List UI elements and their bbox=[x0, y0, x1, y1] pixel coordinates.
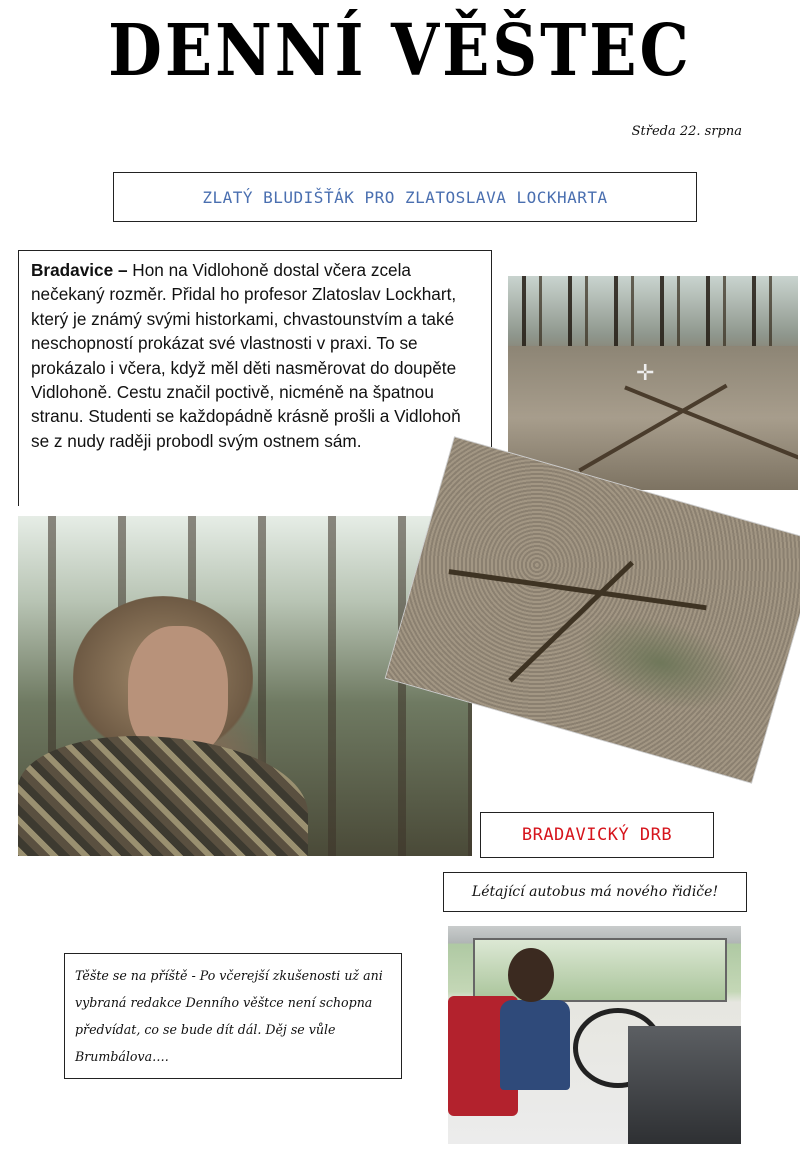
bus-headline-box bbox=[443, 872, 747, 912]
article-body: Hon na Vidlohoně dostal včera zcela nečekaný rozměr. Přidal ho profesor Zlatoslav Lockhart, který je známý svými historkami, chvastounstvím a také neschopností prokázat své vlastnosti v praxi. To se prokázalo i včera, když měl děti nasměrovat do doupěte Vidlohoně. Cestu značil poctivě, nicméně na špatnou stranu. Studenti se každopádně krásně prošli a Vidlohoň se z nudy raději probodl svým ostnem sám. bbox=[31, 260, 461, 451]
drb-section-box bbox=[480, 812, 714, 858]
next-issue-notice: Těšte se na příště - Po včerejší zkušenosti už ani vybraná redakce Denního věštce není schopna předvídat, co se bude dít dál. Děj se vůle Brumbálova…. bbox=[64, 953, 402, 1079]
selfie-coat bbox=[18, 736, 308, 856]
main-headline-box bbox=[113, 172, 697, 222]
ground-stick-1 bbox=[449, 569, 707, 610]
bus-headline: Létající autobus má nového řidiče! bbox=[471, 884, 719, 900]
bus-dashboard bbox=[628, 1026, 741, 1144]
forest-path-photo bbox=[508, 276, 798, 490]
drb-section-title: BRADAVICKÝ DRB bbox=[521, 825, 673, 845]
ground-stick-2 bbox=[508, 561, 634, 683]
driver-head bbox=[508, 948, 554, 1002]
driver-body bbox=[500, 1000, 570, 1090]
article-text bbox=[18, 250, 492, 506]
lockhart-selfie-photo bbox=[18, 516, 472, 856]
article-lead: Bradavice – bbox=[31, 260, 128, 280]
masthead-title: DENNÍ VĚŠTEC bbox=[108, 8, 692, 93]
crosshair-icon: ✛ bbox=[636, 360, 655, 385]
issue-date: Středa 22. srpna bbox=[631, 124, 742, 139]
main-headline: ZLATÝ BLUDIŠŤÁK PRO ZLATOSLAVA LOCKHARTA bbox=[202, 187, 608, 207]
bus-driver-photo bbox=[448, 926, 741, 1144]
